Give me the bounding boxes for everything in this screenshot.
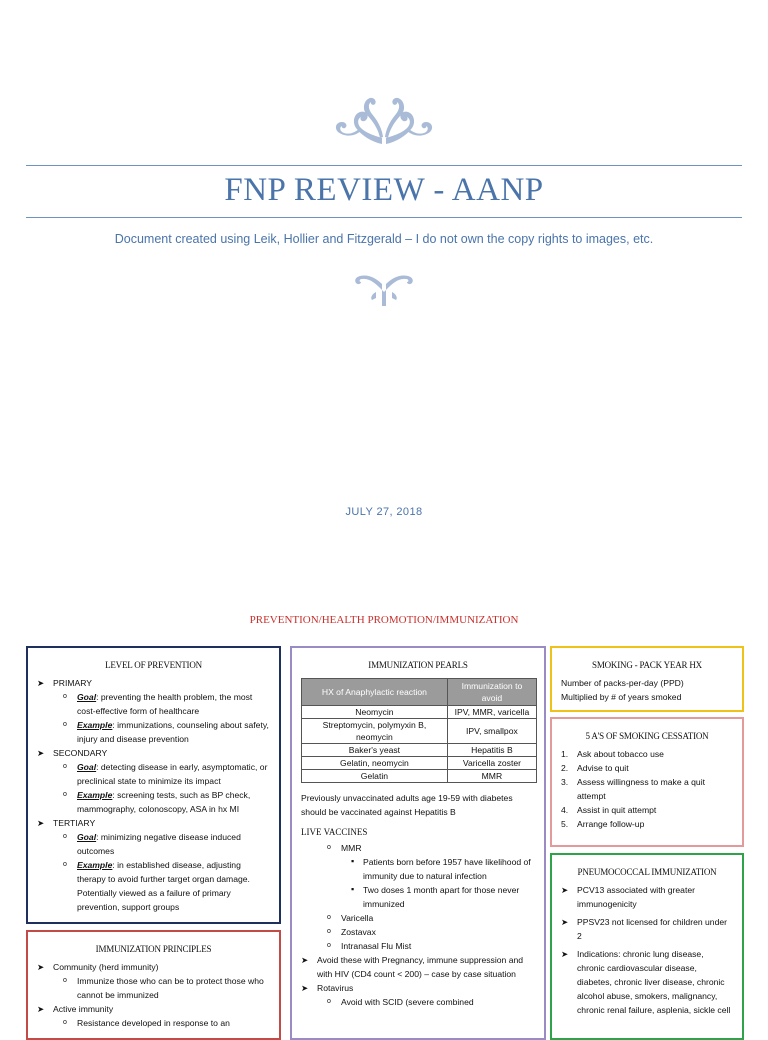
list-item: ➤ PPSV23 not licensed for children under 2: [561, 917, 728, 941]
circle-bullet-icon: o: [63, 791, 67, 798]
document-title: FNP REVIEW - AANP: [224, 172, 544, 208]
table-row: Neomycin IPV, MMR, varicella: [302, 706, 537, 719]
circle-bullet-icon: o: [63, 721, 67, 728]
table-header-row: [302, 679, 537, 706]
smoking-pack-year-heading: SMOKING - PACK YEAR HX: [592, 660, 702, 670]
list-item: ➤ SECONDARY: [37, 748, 108, 758]
list-item: o Example: immunizations, counseling about safety, injury and disease prevention: [63, 720, 269, 744]
document-date: JULY 27, 2018: [345, 506, 423, 518]
table-header-cell: Immunization to avoid: [447, 679, 536, 706]
table-row: Streptomycin, polymyxin B, neomycin IPV, smallpox: [302, 719, 537, 744]
list-item: o MMR: [327, 843, 362, 853]
list-item: o Zostavax: [327, 927, 376, 937]
arrow-bullet-icon: ➤: [37, 818, 45, 828]
arrow-bullet-icon: ➤: [37, 678, 45, 688]
immunization-pearls-heading: IMMUNIZATION PEARLS: [368, 660, 468, 670]
pack-year-line-1: Number of packs-per-day (PPD): [561, 678, 684, 688]
list-item: o Example: screening tests, such as BP check, mammography, colonoscopy, ASA in hx MI: [63, 790, 251, 814]
smoking-cessation-box: [550, 717, 744, 847]
arrow-bullet-icon: ➤: [301, 983, 309, 993]
list-item: 2. Advise to quit: [561, 763, 629, 773]
list-item: o Resistance developed in response to an: [63, 1018, 230, 1028]
live-vaccines-heading: LIVE VACCINES: [301, 827, 368, 837]
pack-year-line-2: Multiplied by # of years smoked: [561, 692, 682, 702]
list-item: o Varicella: [327, 913, 374, 923]
circle-bullet-icon: o: [327, 998, 331, 1005]
top-divider: [26, 165, 742, 166]
list-item: o Goal: detecting disease in early, asymptomatic, or preclinical state to minimize its impact: [63, 762, 268, 786]
top-ornament-icon: [326, 92, 442, 154]
immunization-pearls-box: [290, 646, 546, 1040]
list-item: o Example: in established disease, adjusting therapy to avoid further target organ damage. Potentially viewed as a failure of primary prevention, support groups: [63, 860, 250, 912]
smoking-pack-year-box: [550, 646, 744, 712]
list-item: o Immunize those who can be to protect those who cannot be immunized: [63, 976, 264, 1000]
section-title: PREVENTION/HEALTH PROMOTION/IMMUNIZATION: [249, 614, 519, 626]
list-item: ➤ Community (herd immunity): [37, 962, 159, 972]
arrow-bullet-icon: ➤: [561, 917, 569, 927]
circle-bullet-icon: o: [327, 928, 331, 935]
list-item: 3. Assess willingness to make a quit attempt: [561, 777, 706, 801]
arrow-bullet-icon: ➤: [37, 1004, 45, 1014]
list-item: 1. Ask about tobacco use: [561, 749, 664, 759]
list-item: o Intranasal Flu Mist: [327, 941, 412, 951]
table-header-cell: HX of Anaphylactic reaction: [302, 679, 448, 706]
list-item: o Goal: minimizing negative disease induced outcomes: [63, 832, 241, 856]
list-item: ▪ Patients born before 1957 have likelihood of immunity due to natural infection: [351, 856, 531, 881]
arrow-bullet-icon: ➤: [301, 955, 309, 965]
hep-b-note: Previously unvaccinated adults age 19-59 with diabetes should be vaccinated against Hepatitis B: [301, 793, 513, 817]
title-divider: [26, 217, 742, 218]
table-row: Gelatin MMR: [302, 770, 537, 783]
table-row: Baker's yeast Hepatitis B: [302, 744, 537, 757]
circle-bullet-icon: o: [63, 763, 67, 770]
circle-bullet-icon: o: [327, 844, 331, 851]
list-item: 5. Arrange follow-up: [561, 819, 645, 829]
list-item: o Goal: preventing the health problem, the most cost-effective form of healthcare: [63, 692, 253, 716]
circle-bullet-icon: o: [63, 833, 67, 840]
list-item: ➤ Active immunity: [37, 1004, 114, 1014]
list-item: ▪ Two doses 1 month apart for those never immunized: [351, 884, 520, 909]
level-of-prevention-box: [26, 646, 281, 924]
immunization-principles-heading: IMMUNIZATION PRINCIPLES: [95, 944, 212, 954]
arrow-bullet-icon: ➤: [37, 962, 45, 972]
arrow-bullet-icon: ➤: [561, 949, 569, 959]
circle-bullet-icon: o: [63, 693, 67, 700]
document-subtitle: Document created using Leik, Hollier and Fitzgerald – I do not own the copy rights to images, etc.: [114, 232, 654, 246]
pneumococcal-heading: PNEUMOCOCCAL IMMUNIZATION: [577, 867, 717, 877]
circle-bullet-icon: o: [63, 977, 67, 984]
table-row: Gelatin, neomycin Varicella zoster: [302, 757, 537, 770]
anaphylaxis-table: [301, 678, 537, 783]
list-item: ➤ PRIMARY: [37, 678, 92, 688]
fleur-ornament-icon: [352, 266, 416, 308]
circle-bullet-icon: o: [327, 914, 331, 921]
square-bullet-icon: ▪: [351, 856, 355, 866]
arrow-bullet-icon: ➤: [37, 748, 45, 758]
circle-bullet-icon: o: [327, 942, 331, 949]
circle-bullet-icon: o: [63, 861, 67, 868]
list-item: 4. Assist in quit attempt: [561, 805, 657, 815]
list-item: ➤ Indications: chronic lung disease, chronic cardiovascular disease, diabetes, chronic liver disease, chronic alcohol abuse, smokers, malignancy, chronic renal failure, asplenia, sickle cell: [561, 949, 731, 1015]
pneumococcal-box: [550, 853, 744, 1040]
list-item: o Avoid with SCID (severe combined: [327, 997, 474, 1007]
list-item: ➤ Avoid these with Pregnancy, immune suppression and with HIV (CD4 count < 200) – case by case situation: [301, 955, 524, 979]
list-item: ➤ TERTIARY: [37, 818, 96, 828]
circle-bullet-icon: o: [63, 1019, 67, 1026]
list-item: ➤ PCV13 associated with greater immunogenicity: [561, 885, 695, 909]
smoking-cessation-heading: 5 A'S OF SMOKING CESSATION: [585, 731, 709, 741]
list-item: ➤ Rotavirus: [301, 983, 354, 993]
square-bullet-icon: ▪: [351, 884, 355, 894]
level-of-prevention-heading: LEVEL OF PREVENTION: [105, 660, 202, 670]
arrow-bullet-icon: ➤: [561, 885, 569, 895]
